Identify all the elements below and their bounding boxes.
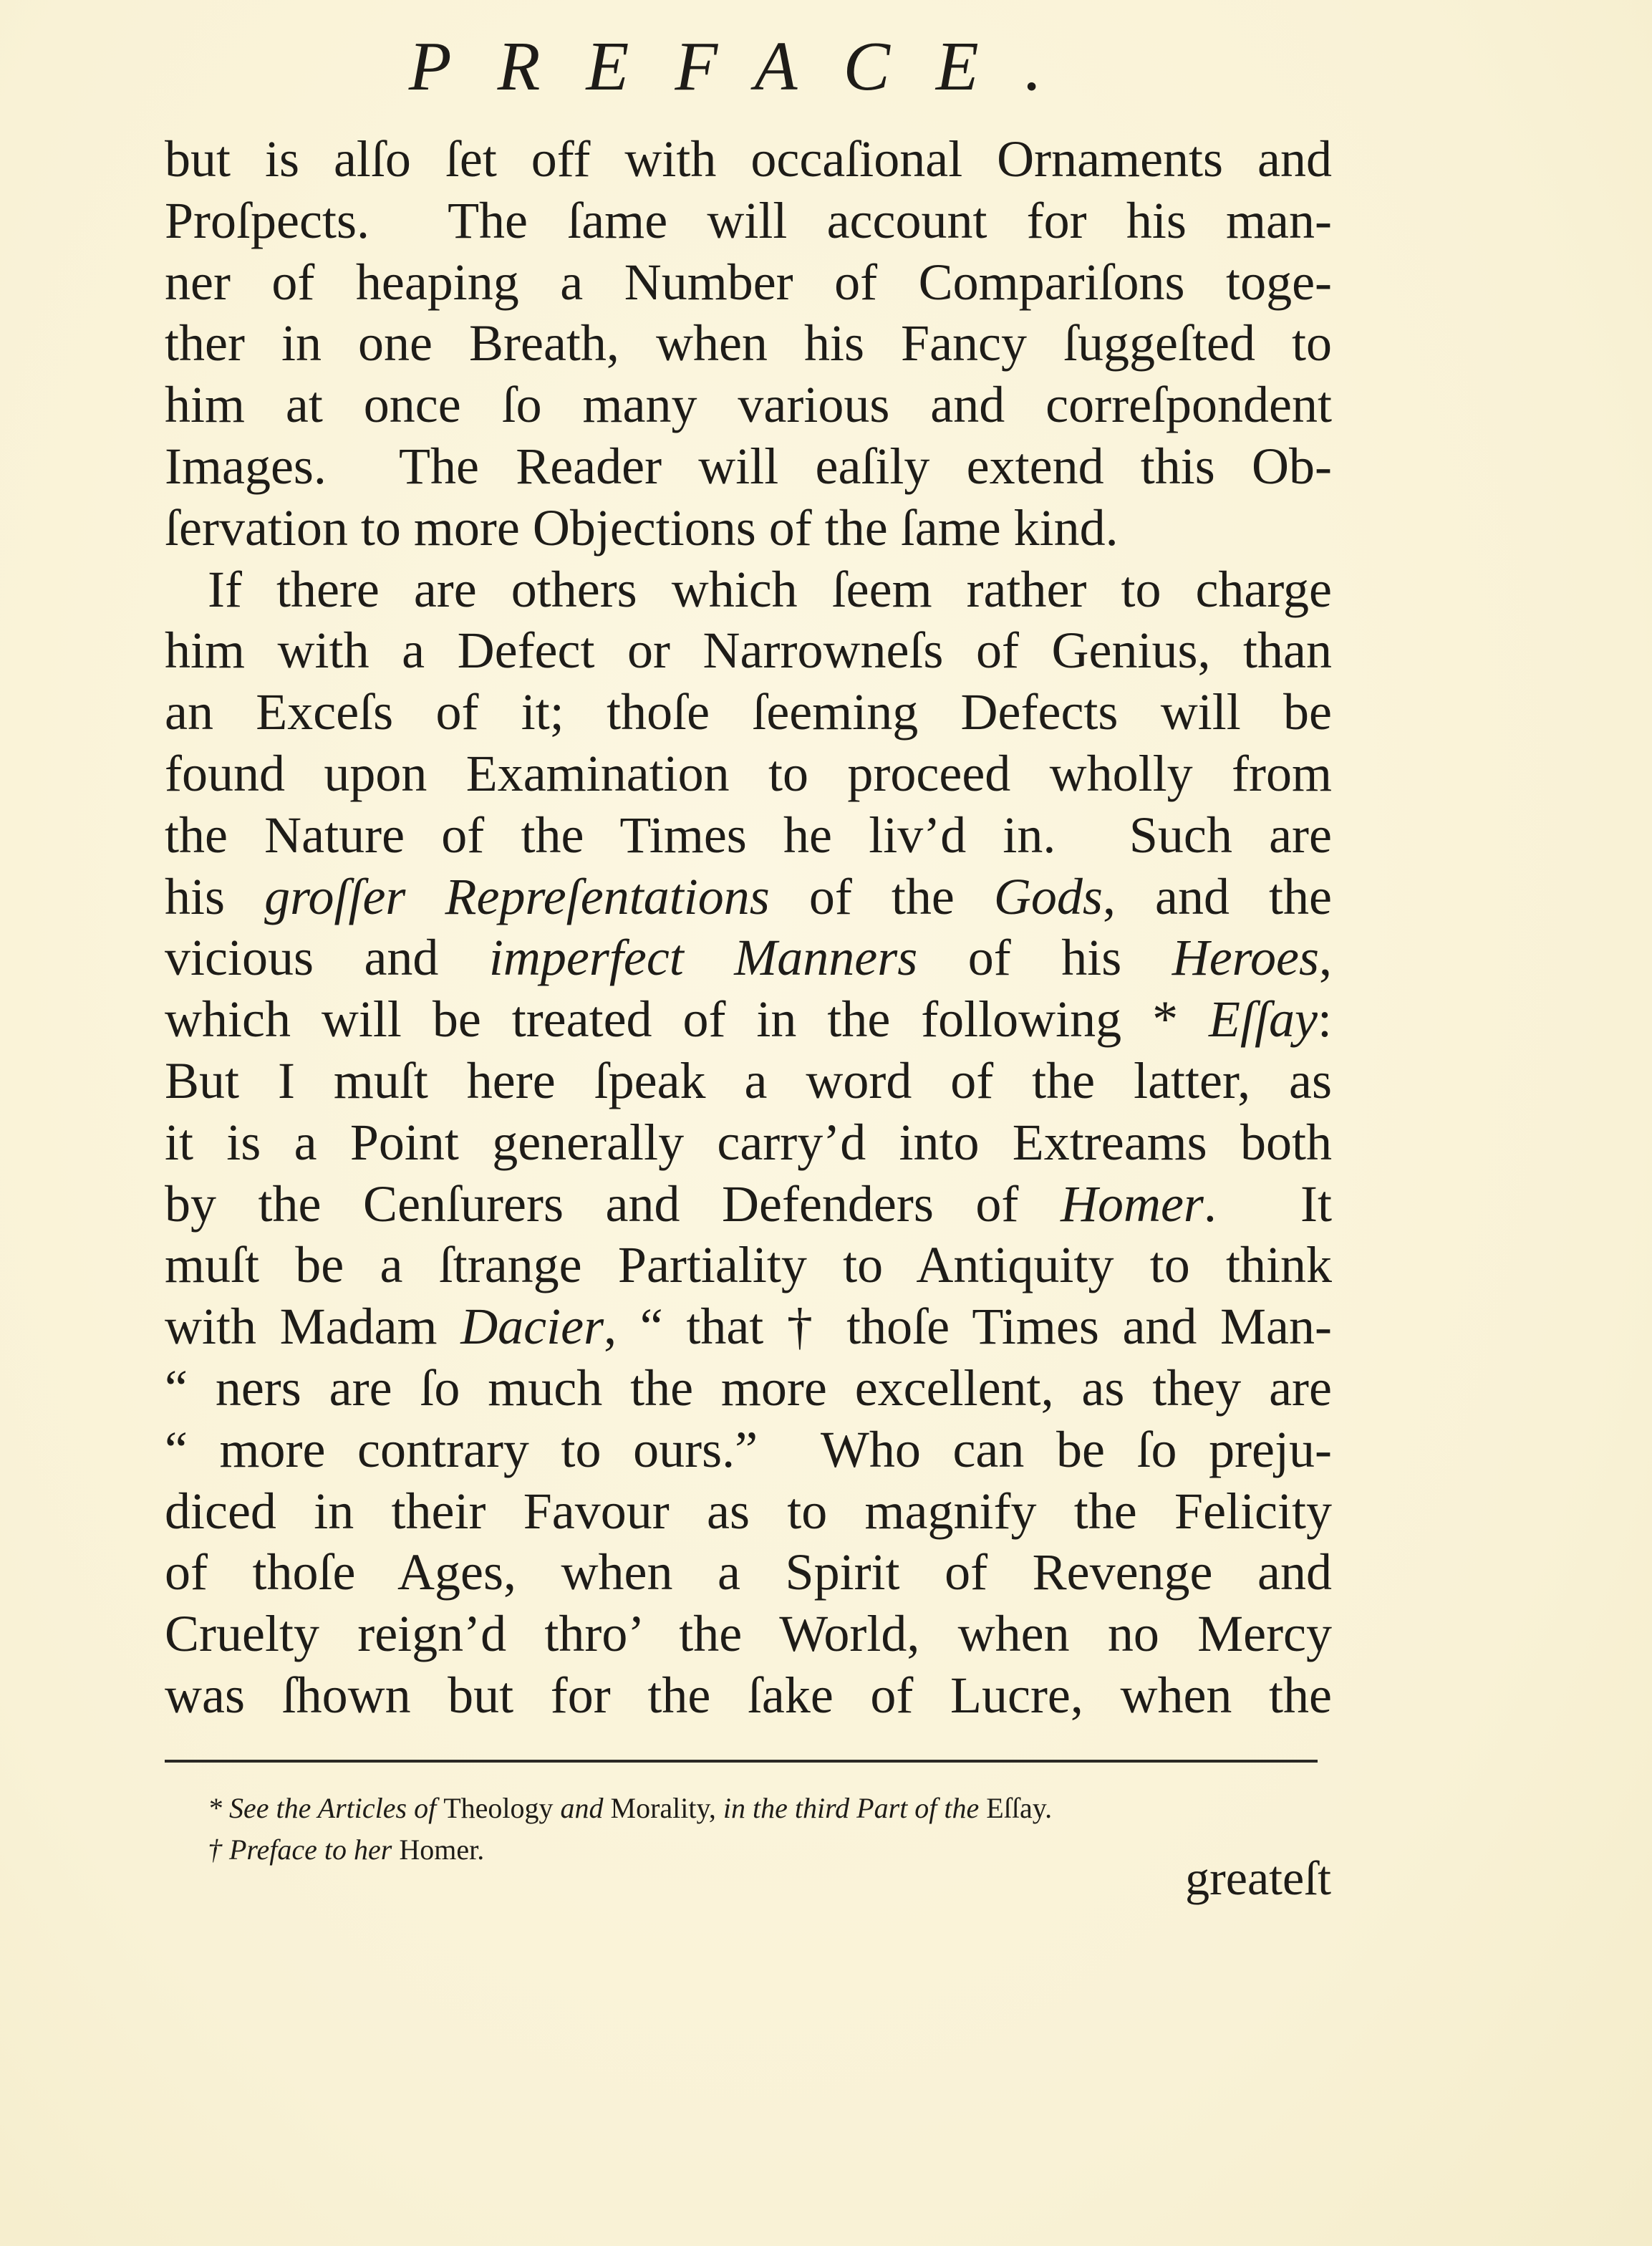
footnote-text: Eſſay.: [986, 1792, 1053, 1824]
text-segment: ther in one Breath, when his Fancy ſuggeſted to: [165, 314, 1332, 372]
footnote-text: Theology: [443, 1792, 561, 1824]
text-line: [165, 129, 1332, 191]
footnote-italic-text: and: [560, 1792, 611, 1824]
text-segment: . It: [1203, 1175, 1332, 1233]
text-line: [165, 498, 1332, 559]
footnote-rule: [165, 1760, 1318, 1763]
text-line: [165, 805, 1332, 867]
catchword: greateſt: [1185, 1851, 1331, 1905]
text-segment: of his: [917, 929, 1172, 987]
text-segment: vicious and: [165, 929, 489, 987]
italic-text: imperfect Manners: [488, 929, 918, 987]
text-segment: found upon Examination to proceed wholly from: [165, 744, 1332, 802]
text-line: [165, 1420, 1332, 1481]
text-segment: “ more contrary to ours.” Who can be ſo preju-: [165, 1420, 1332, 1478]
text-line: [165, 559, 1332, 621]
footnote-text: Homer.: [399, 1833, 485, 1866]
text-segment: If there are others which ſeem rather to charge: [208, 560, 1332, 618]
italic-text: Dacier: [460, 1298, 604, 1356]
text-segment: Images. The Reader will eaſily extend this Ob-: [165, 437, 1332, 495]
footnote-italic-text: * See the Articles of: [208, 1792, 444, 1824]
text-line: [165, 1112, 1332, 1174]
text-segment: him at once ſo many various and correſpondent: [165, 376, 1332, 434]
italic-text: Eſſay: [1209, 991, 1318, 1049]
text-segment: the Nature of the Times he liv’d in. Such are: [165, 806, 1332, 864]
running-title: PREFACE.: [408, 28, 1088, 105]
footnote-italic-text: † Preface to her: [208, 1833, 400, 1866]
text-segment: ſervation to more Objections of the ſame kind.: [165, 498, 1119, 556]
text-segment: but is alſo ſet off with occaſional Ornaments and: [165, 130, 1332, 188]
text-segment: of thoſe Ages, when a Spirit of Revenge and: [165, 1543, 1332, 1601]
text-line: [165, 313, 1332, 375]
text-line: [165, 1174, 1332, 1235]
text-segment: Proſpects. The ſame will account for his man-: [165, 191, 1332, 249]
text-segment: was ſhown but for the ſake of Lucre, when the: [165, 1666, 1332, 1724]
footnote-text: Morality,: [610, 1792, 723, 1824]
text-line: [165, 1296, 1332, 1358]
text-segment: an Exceſs of it; thoſe ſeeming Defects will be: [165, 683, 1332, 741]
text-segment: But I muſt here ſpeak a word of the latter, as: [165, 1051, 1332, 1109]
text-segment: by the Cenſurers and Defenders of: [165, 1175, 1061, 1233]
text-segment: “ ners are ſo much the more excellent, as they are: [165, 1359, 1332, 1417]
text-segment: his: [165, 867, 265, 925]
text-segment: of the: [769, 867, 994, 925]
text-line: [165, 1604, 1332, 1665]
text-line: [165, 927, 1332, 989]
text-line: [165, 743, 1332, 805]
footnote: [208, 1829, 1325, 1871]
italic-text: Heroes: [1172, 929, 1319, 987]
italic-text: Homer: [1060, 1175, 1204, 1233]
text-line: [165, 867, 1332, 928]
text-line: [165, 1481, 1332, 1543]
footnotes: [208, 1788, 1325, 1871]
text-segment: diced in their Favour as to magnify the Felicity: [165, 1482, 1332, 1540]
italic-text: groſſer Repreſentations: [264, 867, 770, 925]
text-segment: muſt be a ſtrange Partiality to Antiquity to think: [165, 1236, 1332, 1294]
text-line: [165, 375, 1332, 436]
footnote: [208, 1788, 1325, 1829]
text-line: [165, 1051, 1332, 1112]
footnote-italic-text: in the third Part of the: [723, 1792, 987, 1824]
body-text: [165, 129, 1332, 1727]
text-line: [165, 1358, 1332, 1420]
text-segment: with Madam: [165, 1298, 461, 1356]
text-segment: ,: [1319, 929, 1332, 987]
text-segment: it is a Point generally carry’d into Extreams both: [165, 1113, 1332, 1171]
text-segment: :: [1317, 991, 1332, 1049]
text-segment: ner of heaping a Number of Compariſons toge-: [165, 253, 1332, 311]
text-line: [165, 1235, 1332, 1296]
text-line: [165, 1665, 1332, 1727]
text-segment: , “ that † thoſe Times and Man-: [604, 1298, 1332, 1356]
text-line: [165, 252, 1332, 314]
text-segment: which will be treated of in the following *: [165, 991, 1209, 1049]
text-line: [165, 620, 1332, 682]
text-line: [165, 191, 1332, 252]
text-segment: , and the: [1102, 867, 1333, 925]
text-segment: Cruelty reign’d thro’ the World, when no Mercy: [165, 1605, 1332, 1663]
text-line: [165, 436, 1332, 498]
text-line: [165, 989, 1332, 1051]
text-segment: him with a Defect or Narrowneſs of Genius, than: [165, 622, 1332, 680]
italic-text: Gods: [993, 867, 1103, 925]
text-line: [165, 682, 1332, 743]
text-line: [165, 1542, 1332, 1604]
